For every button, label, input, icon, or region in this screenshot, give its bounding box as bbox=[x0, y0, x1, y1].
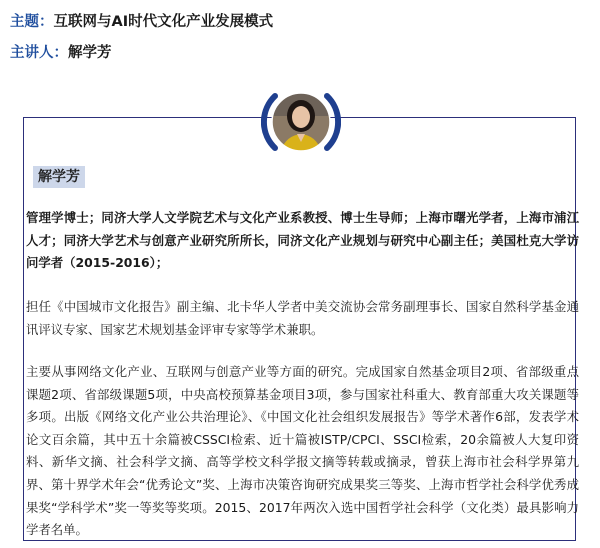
topic-title: 互联网与AI时代文化产业发展模式 bbox=[53, 14, 274, 30]
speaker-line bbox=[10, 43, 112, 63]
speaker-portrait-icon bbox=[261, 82, 341, 162]
profile-name: 解学芳 bbox=[33, 166, 85, 188]
topic-line bbox=[10, 12, 273, 32]
profile-titles: 管理学博士；同济大学人文学院艺术与文化产业系教授、博士生导师；上海市曙光学者，上海市浦江人才；同济大学艺术与创意产业研究所所长，同济文化产业规划与研究中心副主任；美国杜克大学访问学者（2015-2016）； bbox=[26, 210, 579, 271]
topic-label: 主题： bbox=[10, 14, 54, 30]
speaker-label: 主讲人： bbox=[10, 45, 68, 61]
profile-roles: 担任《中国城市文化报告》副主编、北卡华人学者中美交流协会常务副理事长、国家自然科学基金通讯评议专家、国家艺术规划基金评审专家等学术兼职。 bbox=[26, 299, 579, 337]
profile-research: 主要从事网络文化产业、互联网与创意产业等方面的研究。完成国家自然基金项目2项、省部级重点课题2项、省部级课题5项，中央高校预算基金项目3项，参与国家社科重大、教育部重大攻关课题等多项。出版《网络文化产业公共治理论》、《中国文化社会组织发展报告》等学术著作6部，发表学术论文百余篇，其中五十余篇被CSSCI检索、近十篇被ISTP/CPCI、SSCI检索，20余篇被人大复印资料、新华文摘、社会科学文摘、高等学校文科学报文摘等转载或摘录，曾获上海市社会科学界第九界、第十界学术年会“优秀论文”奖、上海市决策咨询研究成果奖三等奖、上海市哲学社会科学优秀成果奖“学科学术”奖一等奖等奖项。2015、2017年两次入选中国哲学社会科学（文化类）最具影响力学者名单。 bbox=[26, 364, 579, 538]
avatar bbox=[261, 82, 341, 162]
speaker-name: 解学芳 bbox=[68, 45, 112, 61]
